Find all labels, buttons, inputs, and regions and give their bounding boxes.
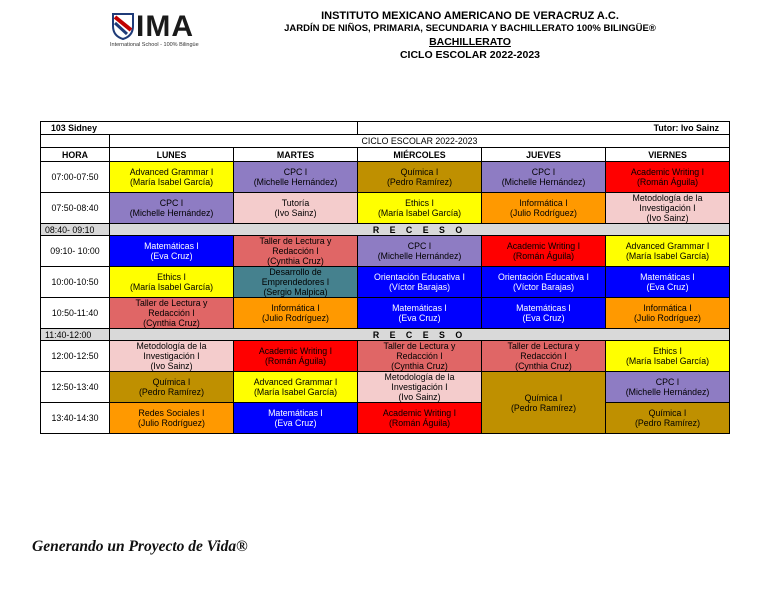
class-cell: Metodología de la Investigación I (Ivo Sainz) <box>358 372 482 403</box>
class-cell: Informática I (Julio Rodríguez) <box>234 298 358 329</box>
schedule-table <box>40 121 730 434</box>
class-cell: CPC I (Michelle Hernández) <box>110 193 234 224</box>
class-cell: Química I (Pedro Ramírez) <box>110 372 234 403</box>
column-header: MIÉRCOLES <box>358 148 482 162</box>
class-cell: Redes Sociales I (Julio Rodríguez) <box>110 403 234 434</box>
class-cell: Informática I (Julio Rodríguez) <box>606 298 730 329</box>
class-cell: Advanced Grammar I (María Isabel García) <box>606 236 730 267</box>
shield-icon <box>112 12 134 40</box>
levels-line: JARDÍN DE NIÑOS, PRIMARIA, SECUNDARIA Y BACHILLERATO 100% BILINGÜE® <box>284 23 656 34</box>
logo-subtitle: International School - 100% Bilingüe <box>110 42 199 48</box>
tutor-name: Tutor: Ivo Sainz <box>358 122 730 135</box>
recess-label: R E C E S O <box>110 329 730 341</box>
recess-label: R E C E S O <box>110 224 730 236</box>
class-cell: Matemáticas I (Eva Cruz) <box>110 236 234 267</box>
time-slot: 09:10- 10:00 <box>41 236 110 267</box>
class-cell: Academic Writing I (Román Águila) <box>606 162 730 193</box>
class-cell: Matemáticas I (Eva Cruz) <box>234 403 358 434</box>
group-name: 103 Sidney <box>41 122 358 135</box>
class-cell: Ethics I (María Isabel García) <box>110 267 234 298</box>
level-title: BACHILLERATO <box>429 36 511 48</box>
footer-slogan: Generando un Proyecto de Vida® <box>32 538 248 555</box>
class-cell: Química I (Pedro Ramírez) <box>606 403 730 434</box>
cycle-title: CICLO ESCOLAR 2022-2023 <box>399 49 541 61</box>
cycle-row: CICLO ESCOLAR 2022-2023 <box>110 135 730 148</box>
column-header: MARTES <box>234 148 358 162</box>
class-cell: Taller de Lectura y Redacción I (Cynthia Cruz) <box>110 298 234 329</box>
column-header: JUEVES <box>482 148 606 162</box>
time-slot: 12:00-12:50 <box>41 341 110 372</box>
class-cell: Metodología de la Investigación I (Ivo Sainz) <box>110 341 234 372</box>
school-logo <box>110 12 210 52</box>
class-cell: Matemáticas I (Eva Cruz) <box>358 298 482 329</box>
class-cell: Advanced Grammar I (María Isabel García) <box>110 162 234 193</box>
time-slot: 13:40-14:30 <box>41 403 110 434</box>
class-cell: Matemáticas I (Eva Cruz) <box>606 267 730 298</box>
institution-name: INSTITUTO MEXICANO AMERICANO DE VERACRUZ A.C. <box>321 10 619 22</box>
column-header: VIERNES <box>606 148 730 162</box>
class-cell: Taller de Lectura y Redacción I (Cynthia Cruz) <box>358 341 482 372</box>
class-cell: CPC I (Michelle Hernández) <box>606 372 730 403</box>
class-cell: Advanced Grammar I (María Isabel García) <box>234 372 358 403</box>
class-cell: Taller de Lectura y Redacción I (Cynthia Cruz) <box>482 341 606 372</box>
time-slot: 07:50-08:40 <box>41 193 110 224</box>
class-cell: Orientación Educativa I (Víctor Barajas) <box>482 267 606 298</box>
class-cell: Matemáticas I (Eva Cruz) <box>482 298 606 329</box>
class-cell: Metodología de la Investigación I (Ivo Sainz) <box>606 193 730 224</box>
class-cell: CPC I (Michelle Hernández) <box>358 236 482 267</box>
time-slot: 08:40- 09:10 <box>41 224 110 236</box>
logo-wordmark: IMA <box>136 10 194 43</box>
class-cell: Ethics I (María Isabel García) <box>358 193 482 224</box>
time-slot: 11:40-12:00 <box>41 329 110 341</box>
class-cell: Desarrollo de Emprendedores I (Sergio Malpica) <box>234 267 358 298</box>
class-cell: Orientación Educativa I (Víctor Barajas) <box>358 267 482 298</box>
class-cell: Academic Writing I (Román Águila) <box>482 236 606 267</box>
class-cell: Informática I (Julio Rodríguez) <box>482 193 606 224</box>
class-cell: Química I (Pedro Ramírez) <box>358 162 482 193</box>
class-cell: CPC I (Michelle Hernández) <box>482 162 606 193</box>
time-slot: 10:00-10:50 <box>41 267 110 298</box>
class-cell: Academic Writing I (Román Águila) <box>358 403 482 434</box>
class-cell: Ethics I (María Isabel García) <box>606 341 730 372</box>
time-slot: 10:50-11:40 <box>41 298 110 329</box>
class-cell: CPC I (Michelle Hernández) <box>234 162 358 193</box>
column-header: HORA <box>41 148 110 162</box>
class-cell: Tutoría (Ivo Sainz) <box>234 193 358 224</box>
class-cell: Academic Writing I (Román Águila) <box>234 341 358 372</box>
time-slot: 07:00-07:50 <box>41 162 110 193</box>
column-header: LUNES <box>110 148 234 162</box>
time-slot: 12:50-13:40 <box>41 372 110 403</box>
class-cell: Química I (Pedro Ramírez) <box>482 372 606 434</box>
class-cell: Taller de Lectura y Redacción I (Cynthia Cruz) <box>234 236 358 267</box>
